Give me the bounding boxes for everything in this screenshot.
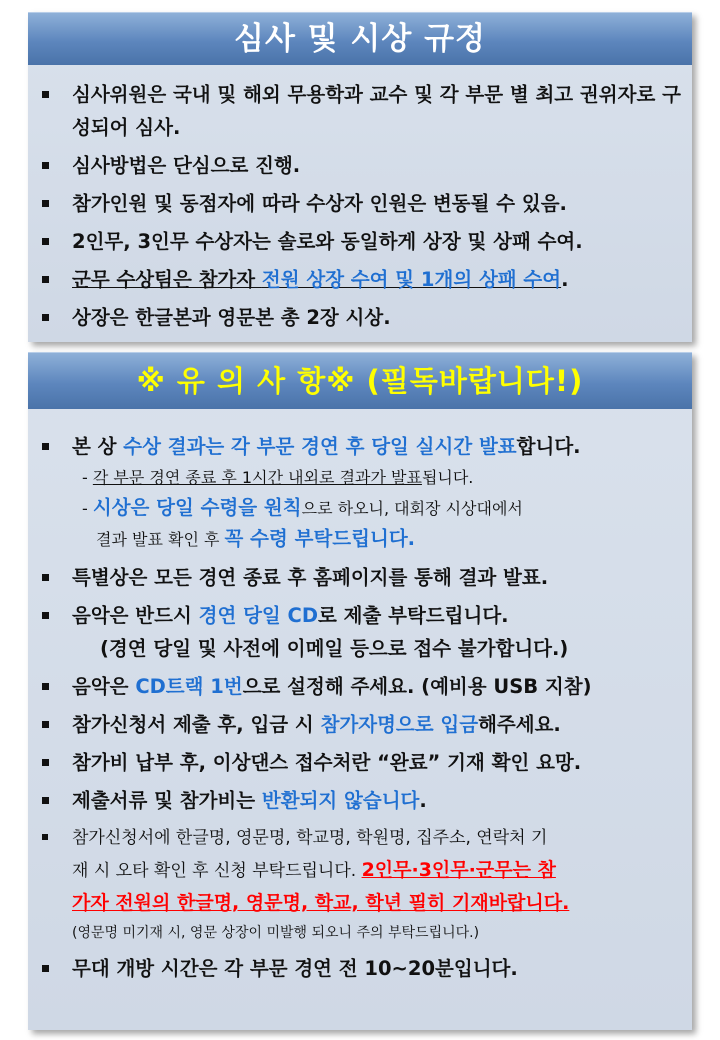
bullet-icon: [42, 721, 49, 728]
bullet-icon: [42, 276, 49, 283]
bullet-icon: [42, 443, 49, 450]
list-item: 제출서류 및 참가비는 반환되지 않습니다.: [28, 784, 692, 817]
bullet-icon: [42, 162, 49, 169]
list-item-continuation: 재 시 오타 확인 후 신청 부탁드립니다. 2인무·3인무·군무는 참: [72, 859, 556, 881]
notice-panel: [28, 352, 692, 1030]
bullet-icon: [42, 574, 49, 581]
judging-rules-panel: [28, 12, 692, 342]
notice-list: [28, 430, 692, 990]
list-item: 심사위원은 국내 및 해외 무용학과 교수 및 각 부문 별 최고 권위자로 구성되어 심사.: [28, 78, 692, 144]
judging-rules-list: [28, 78, 692, 339]
notice-title: ※ 유 의 사 항※ (필독바랍니다!): [28, 352, 692, 409]
list-item: 참가신청서 제출 후, 입금 시 참가자명으로 입금해주세요.: [28, 708, 692, 741]
list-item: 음악은 CD트랙 1번으로 설정해 주세요. (예비용 USB 지참): [28, 670, 692, 703]
bullet-icon: [42, 759, 49, 766]
bullet-icon: [42, 238, 49, 245]
sub-item: - 시상은 당일 수령을 원칙으로 하오니, 대회장 시상대에서: [82, 496, 523, 519]
bullet-icon: [42, 683, 49, 690]
list-item: 본 상 수상 결과는 각 부문 경연 후 당일 실시간 발표합니다.: [28, 430, 692, 463]
bullet-icon: [42, 91, 49, 98]
list-item: 무대 개방 시간은 각 부문 경연 전 10~20분입니다.: [28, 952, 692, 985]
list-item: 참가신청서에 한글명, 영문명, 학교명, 학원명, 집주소, 연락처 기: [28, 822, 692, 854]
bullet-icon: [42, 200, 49, 207]
list-item-continuation: (경연 당일 및 사전에 이메일 등으로 접수 불가합니다.): [100, 637, 569, 660]
list-item: 음악은 반드시 경연 당일 CD로 제출 부탁드립니다.: [28, 599, 692, 632]
list-item-continuation: 가자 전원의 한글명, 영문명, 학교, 학년 필히 기재바랍니다.: [72, 892, 570, 914]
bullet-icon: [42, 834, 48, 840]
list-item-note: (영문명 미기재 시, 영문 상장이 미발행 되오니 주의 부탁드립니다.): [72, 925, 480, 941]
judging-rules-title: 심사 및 시상 규정: [28, 12, 692, 65]
list-item: 상장은 한글본과 영문본 총 2장 시상.: [28, 301, 692, 334]
list-item: 참가비 납부 후, 이상댄스 접수처란 “완료” 기재 확인 요망.: [28, 746, 692, 779]
bullet-icon: [42, 797, 49, 804]
bullet-icon: [42, 612, 49, 619]
sub-item: 결과 발표 확인 후 꼭 수령 부탁드립니다.: [96, 527, 416, 550]
list-item: 참가인원 및 동점자에 따라 수상자 인원은 변동될 수 있음.: [28, 187, 692, 220]
sub-item: - 각 부문 경연 종료 후 1시간 내외로 결과가 발표됩니다.: [82, 468, 474, 487]
list-item: 심사방법은 단심으로 진행.: [28, 149, 692, 182]
list-item: 2인무, 3인무 수상자는 솔로와 동일하게 상장 및 상패 수여.: [28, 225, 692, 258]
bullet-icon: [42, 314, 49, 321]
bullet-icon: [42, 965, 49, 972]
list-item: 특별상은 모든 경연 종료 후 홈페이지를 통해 결과 발표.: [28, 561, 692, 594]
list-item: 군무 수상팀은 참가자 전원 상장 수여 및 1개의 상패 수여.: [28, 263, 692, 296]
